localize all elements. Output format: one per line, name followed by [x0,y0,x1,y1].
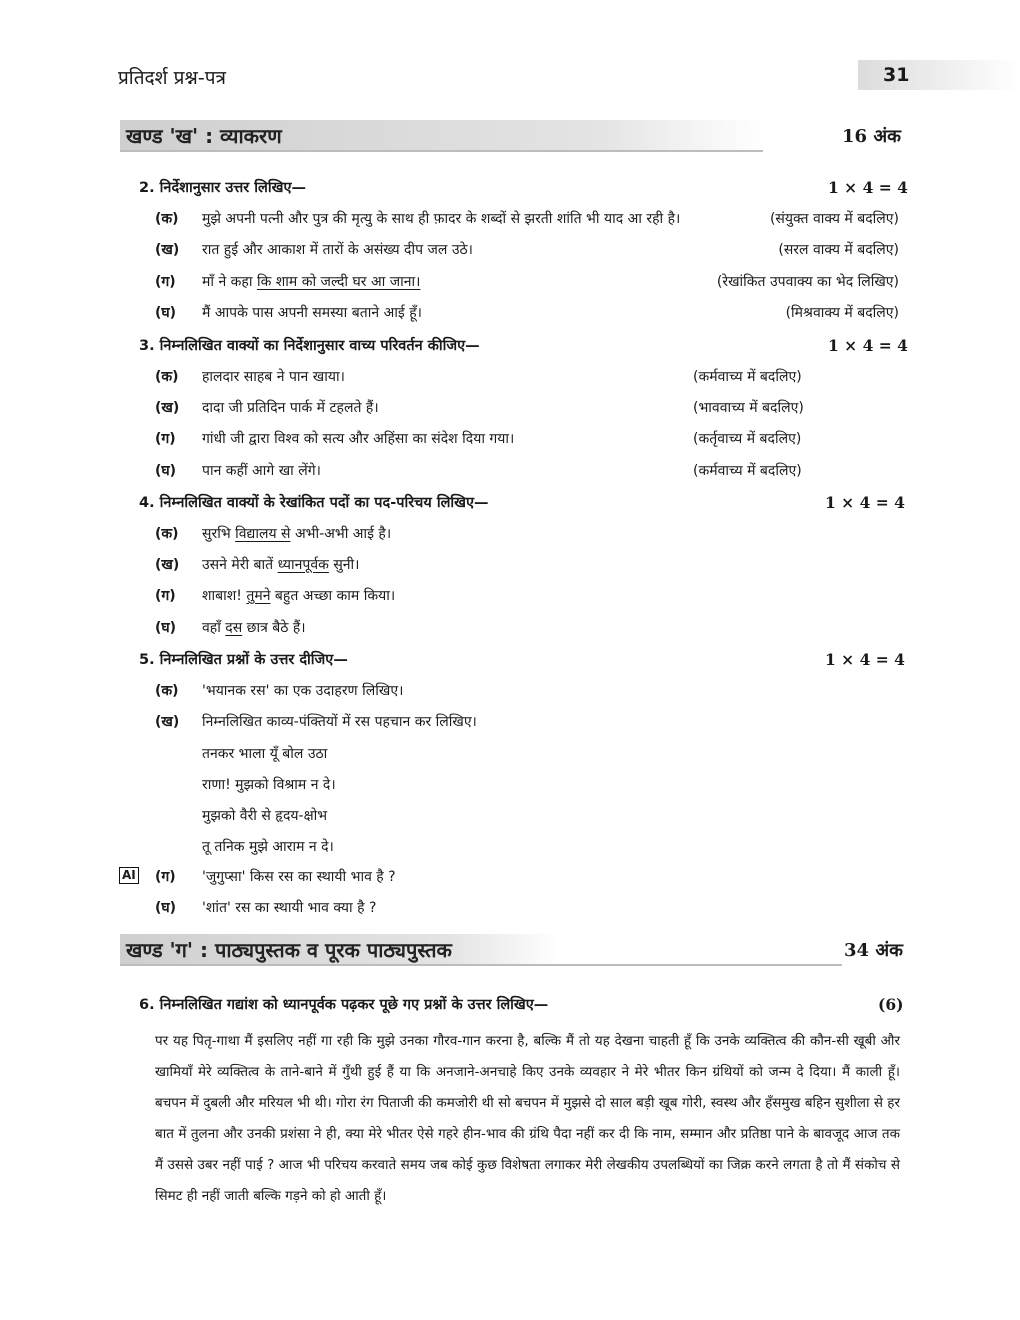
q4-item-label: (ग) [155,588,176,604]
q3-item-label: (ख) [155,400,180,416]
section-c-title: खण्ड 'ग' : पाठ्यपुस्तक व पूरक पाठ्यपुस्तक [126,938,452,962]
question-5-marks: 1 × 4 = 4 [825,650,905,669]
q3-item-text: गांधी जी द्वारा विश्व को सत्य और अहिंसा का संदेश दिया गया। [202,431,515,447]
q4-text-plain: अभी-अभी आई है। [290,526,392,542]
q2-item-instruction: (मिश्रवाक्य में बदलिए) [785,305,899,321]
running-header-title: प्रतिदर्श प्रश्न-पत्र [118,67,226,89]
question-6-title: 6. निम्नलिखित गद्यांश को ध्यानपूर्वक पढ़कर पूछे गए प्रश्नों के उत्तर लिखिए— [139,997,549,1013]
q5-item-label: (ग) [155,869,176,885]
passage-paragraph: पर यह पितृ-गाथा मैं इसलिए नहीं गा रही कि मुझे उनका गौरव-गान करना है, बल्कि मैं तो यह देखना चाहती हूँ कि उनके व्यक्तित्व की कौन-सी खूबी और खामियाँ मेरे व्यक्तित्व के ताने-बाने में गुँथी हुई हैं या कि अनजाने-अनचाहे किए उनके व्यवहार ने मेरे भीतर किन ग्रंथियों को जन्म दे दिया। मैं काली हूँ। बचपन में दुबली और मरियल भी थी। गोरा रंग पिताजी की कमजोरी थी सो बचपन में मुझसे दो साल बड़ी खूब गोरी, स्वस्थ और हँसमुख बहिन सुशीला से हर बात में तुलना और उनकी प्रशंसा ने ही, क्या मेरे भीतर ऐसे गहरे हीन-भाव की ग्रंथि पैदा नहीं कर दी कि नाम, सम्मान और प्रतिष्ठा पाने के बावजूद आज तक मैं उससे उबर नहीं पाई ? आज भी परिचय करवाते समय जब कोई कुछ विशेषता लगाकर मेरी लेखकीय उपलब्धियों का जिक्र करने लगता है तो मैं संकोच से सिमट ही नहीं जाती बल्कि गड़ने को हो आती हूँ। [155,1033,900,1204]
q5-item-text: 'जुगुप्सा' किस रस का स्थायी भाव है ? [202,869,396,885]
section-b-heading [120,120,763,150]
q4-item-text [202,524,391,543]
q4-item-text [202,555,360,574]
q5-item-text: 'शांत' रस का स्थायी भाव क्या है ? [202,900,377,916]
q4-item-label: (घ) [155,620,177,636]
question-5-title: 5. निम्नलिखित प्रश्नों के उत्तर दीजिए— [139,652,348,668]
q3-item-label: (क) [155,369,179,385]
question-2-title: 2. निर्देशानुसार उत्तर लिखिए— [139,180,307,196]
q3-item-instruction: (भाववाच्य में बदलिए) [693,400,804,416]
q2-item-label: (ग) [155,274,176,290]
q3-item-instruction: (कर्मवाच्य में बदलिए) [693,369,802,385]
section-b-marks: 16 अंक [842,126,901,147]
section-c-rule [120,964,842,966]
q2-item-text: रात हुई और आकाश में तारों के असंख्य दीप जल उठे। [202,242,473,258]
q4-underlined-word: ध्यानपूर्वक [277,557,329,573]
q2-item-label: (ख) [155,242,180,258]
section-c-heading [120,934,842,964]
section-b-title: खण्ड 'ख' : व्याकरण [126,124,282,148]
q2-item-label: (घ) [155,305,177,321]
poem-line: राणा! मुझको विश्राम न दे। [202,777,336,793]
q4-text-plain: शाबाश! [202,588,247,604]
q4-underlined-word: विद्यालय से [235,526,291,542]
q2-item-text: मुझे अपनी पत्नी और पुत्र की मृत्यु के साथ ही फ़ादर के शब्दों से झरती शांति भी याद आ रही है। [202,211,681,227]
q3-item-instruction: (कर्मवाच्य में बदलिए) [693,463,802,479]
q2-item-instruction: (सरल वाक्य में बदलिए) [778,242,899,258]
q2-item-text: मैं आपके पास अपनी समस्या बताने आई हूँ। [202,305,422,321]
q5-item-text: निम्नलिखित काव्य-पंक्तियों में रस पहचान कर लिखिए। [202,714,477,730]
ai-badge: AI [119,867,139,884]
q3-item-label: (घ) [155,463,177,479]
q2-item-label: (क) [155,211,179,227]
question-4-marks: 1 × 4 = 4 [825,493,905,512]
q4-text-plain: उसने मेरी बातें [202,557,278,573]
q5-item-text: 'भयानक रस' का एक उदाहरण लिखिए। [202,683,404,699]
page-number: 31 [883,64,910,86]
q4-text-plain: सुरभि [202,526,236,542]
q3-item-text: दादा जी प्रतिदिन पार्क में टहलते हैं। [202,400,379,416]
question-4-title: 4. निम्नलिखित वाक्यों के रेखांकित पदों का पद-परिचय लिखिए— [139,495,489,511]
q4-text-plain: छात्र बैठे हैं। [242,620,306,636]
q5-item-label: (ख) [155,714,180,730]
q2-item-underlined-clause: कि शाम को जल्दी घर आ जाना। [256,274,421,290]
q4-item-text [202,618,306,637]
q3-item-text: हालदार साहब ने पान खाया। [202,369,345,385]
q4-underlined-word: तुमने [246,588,271,604]
q5-item-label: (घ) [155,900,177,916]
question-3-marks: 1 × 4 = 4 [828,336,908,355]
section-b-rule [120,150,763,152]
question-3-title: 3. निम्नलिखित वाक्यों का निर्देशानुसार वाच्य परिवर्तन कीजिए— [139,338,480,354]
section-c-marks: 34 अंक [844,940,903,961]
q4-item-label: (क) [155,526,179,542]
q4-text-plain: सुनी। [328,557,360,573]
q4-underlined-word: दस [225,620,243,636]
q5-item-label: (क) [155,683,179,699]
q2-item-text-plain: माँ ने कहा [202,274,257,290]
q4-item-text [202,586,395,605]
poem-line: तू तनिक मुझे आराम न दे। [202,839,334,855]
q3-item-label: (ग) [155,431,176,447]
question-2-marks: 1 × 4 = 4 [828,178,908,197]
q3-item-text: पान कहीं आगे खा लेंगे। [202,463,321,479]
q4-item-label: (ख) [155,557,180,573]
q2-item-text [202,272,420,291]
q2-item-instruction: (संयुक्त वाक्य में बदलिए) [769,211,899,227]
q3-item-instruction: (कर्तृवाच्य में बदलिए) [693,431,802,447]
q2-item-instruction: (रेखांकित उपवाक्य का भेद लिखिए) [716,274,899,290]
poem-line: तनकर भाला यूँ बोल उठा [202,746,328,762]
q4-text-plain: बहुत अच्छा काम किया। [270,588,396,604]
poem-line: मुझको वैरी से हृदय-क्षोभ [202,808,328,824]
q4-text-plain: वहाँ [202,620,226,636]
question-6-marks: (6) [878,995,904,1014]
